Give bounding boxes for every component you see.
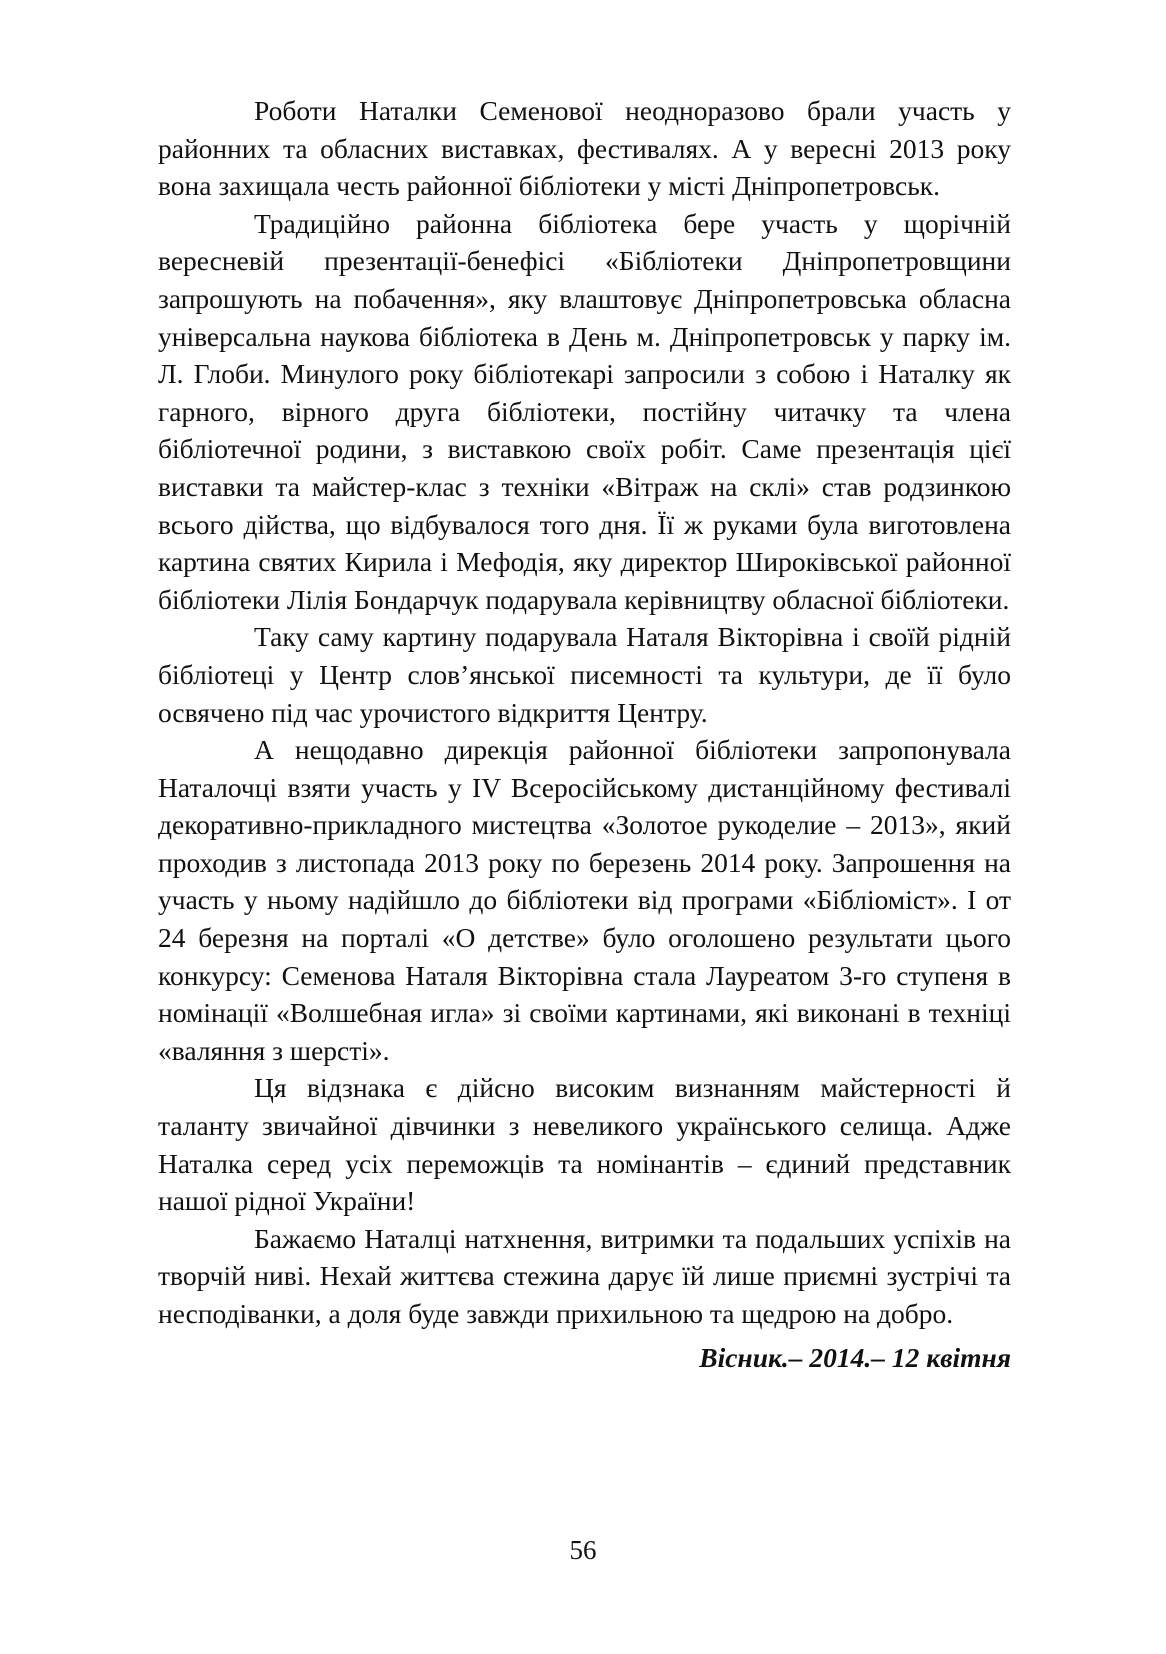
- paragraph-5: Ця відзнака є дійсно високим визнанням майстерності й таланту звичайної дівчинки з невеликого українського селища. Адже Наталка серед усіх переможців та номінантів – єдиний представник нашої рідної України!: [158, 1072, 1011, 1217]
- source-citation: Вісник.– 2014.– 12 квітня: [699, 1341, 1011, 1373]
- paragraph-1: Роботи Наталки Семенової неодноразово брали участь у районних та обласних виставках, фестивалях. А у вересні 2013 року вона захищала честь районної бібліотеки у місті Дніпропетровськ.: [158, 95, 1011, 202]
- article-body: [158, 92, 1011, 1376]
- paragraph-3: Таку саму картину подарувала Наталя Вікторівна і своїй рідній бібліотеці у Центр слов’янської писемності та культури, де її було освячено під час урочистого відкриття Центру.: [158, 621, 1011, 728]
- paragraph-6: Бажаємо Наталці натхнення, витримки та подальших успіхів на творчій ниві. Нехай життєва стежина дарує їй лише приємні зустрічі та несподіванки, а доля буде завжди прихильною та щедрою на добро.: [158, 1222, 1011, 1329]
- paragraph-4: А нещодавно дирекція районної бібліотеки запропонувала Наталочці взяти участь у IV Всеросійському дистанційному фестивалі декоративно-прикладного мистецтва «Золотое рукоделие – 2013», який проходив з листопада 2013 року по березень 2014 року. Запрошення на участь у ньому надійшло до бібліотеки від програми «Бібліоміст». І от 24 березня на порталі «О детстве» було оголошено результати цього конкурсу: Семенова Наталя Вікторівна стала Лауреатом 3-го ступеня в номінації «Волшебная игла» зі своїми картинами, які виконані в техніці «валяння з шерсті».: [158, 734, 1011, 1066]
- paragraph-2: Традиційно районна бібліотека бере участь у щорічній вересневій презентації-бенефісі «Бібліотеки Дніпропетровщини запрошують на побачення», яку влаштовує Дніпропетровська обласна універсальна наукова бібліотека в День м. Дніпропетровськ у парку ім. Л. Глоби. Минулого року бібліотекарі запросили з собою і Наталку як гарного, вірного друга бібліотеки, постійну читачку та члена бібліотечної родини, з виставкою своїх робіт. Саме презентація цієї виставки та майстер-клас з техніки «Вітраж на склі» став родзинкою всього дійства, що відбувалося того дня. Її ж руками була виготовлена картина святих Кирила і Мефодія, яку директор Широківської районної бібліотеки Лілія Бондарчук подарувала керівництву обласної бібліотеки.: [158, 207, 1011, 615]
- page-number: 56: [569, 1535, 597, 1565]
